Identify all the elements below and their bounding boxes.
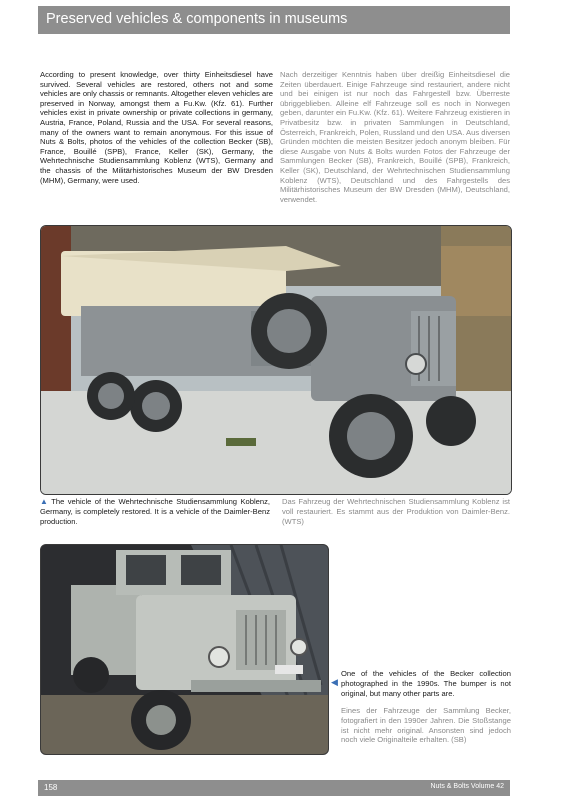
caption-photo1-english bbox=[40, 497, 270, 526]
caption-photo1-english-text: The vehicle of the Wehrtechnische Studiensammlung Koblenz, Germany, is completely restored. It is a vehicle of the Daimler-Benz production. bbox=[40, 497, 270, 526]
publication-title: Nuts & Bolts Volume 42 bbox=[430, 783, 504, 790]
photo-becker-truck bbox=[40, 544, 329, 755]
caption-arrow-left-icon: ◀ bbox=[331, 677, 338, 687]
page-header-bar bbox=[38, 6, 510, 34]
page-number: 158 bbox=[44, 783, 58, 792]
caption-photo2-english: One of the vehicles of the Becker collection photographed in the 1990s. The bumper is not original, but many other parts are. bbox=[341, 669, 511, 698]
caption-photo2-german: Eines der Fahrzeuge der Sammlung Becker, fotografiert in den 1990er Jahren. Die Stoßstange ist nicht mehr original. Ansonsten sind jedoch noch viele Originalteile erhalten. (SB) bbox=[341, 706, 511, 745]
body-text-english: According to present knowledge, over thirty Einheitsdiesel have survived. Several vehicles are restored, others not and some vehicles are only chassis or remnants. Altogether eleven vehicles are preserved in Norway, amongst them a Fu.Kw. (Kfz. 61). Further vehicles exist in private ownership or private collections in germany, Austria, France, Poland, Russia and the USA. For several reasons, many of the owners want to remain anonymous. For this issue of Nuts & Bolts, photos of the vehicles of the collection Becker (SB), France, Bouillé (SPB), France, Keller (SK), Germany, the Wehrtechnische Studiensammlung Koblenz (WTS), Germany and the chassis of the Militärhistorisches Museum der BW Dresden (MHM), Germany, were used. bbox=[40, 70, 273, 185]
page-footer-bar bbox=[38, 780, 510, 796]
caption-photo1-german: Das Fahrzeug der Wehrtechnischen Studiensammlung Koblenz ist voll restauriert. Es stammt aus der Produktion von Daimler-Benz. (WTS) bbox=[282, 497, 510, 526]
caption-arrow-up-icon: ▲ bbox=[40, 497, 50, 506]
photo-restored-truck bbox=[40, 225, 512, 495]
body-text-german: Nach derzeitiger Kenntnis haben über dreißig Einheitsdiesel die Zeiten überdauert. Einige Fahrzeuge sind restauriert, andere nicht und bei einigen ist nur noch das Fahrgestell bzw. Überreste übriggeblieben. Alleine elf Fahrzeuge soll es noch in Norwegen geben, darunter ein Fu.Kw. (Kfz. 61). Weitere Fahrzeug existieren in Privatbesitz bzw. in privaten Sammlungen in Deutschland, Österreich, Frankreich, Polen, Russland und den USA. Aus diversen Gründen möchten die meisten Besitzer jedoch anonym bleiben. Für diese Ausgabe von Nuts & Bolts wurden Fotos der Fahrzeuge der Sammlungen Becker (SB), Frankreich, Bouillé (SPB), Frankreich, Keller (SK), Deutschland, der Wehrtechnischen Studiensammlung Koblenz (WTS), Deutschland und des Fahrgestells des Militärhistorisches Museum der BW Dresden (MHM), Deutschland, verwendet. bbox=[280, 70, 510, 204]
page-title: Preserved vehicles & components in museums bbox=[46, 11, 348, 27]
